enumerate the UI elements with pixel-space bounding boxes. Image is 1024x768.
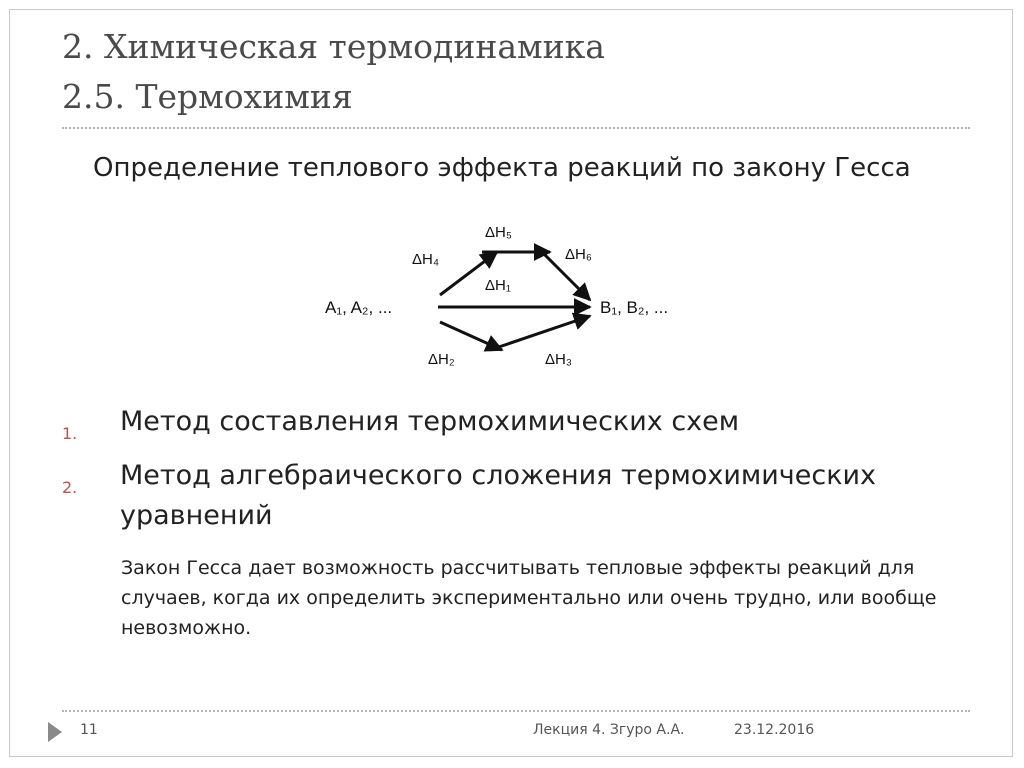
title-line-1: 2. Химическая термодинамика xyxy=(62,27,605,66)
arrow-h2 xyxy=(440,322,502,350)
label-h4: ΔH₄ xyxy=(412,251,439,268)
slide-title xyxy=(62,22,605,122)
hess-law-diagram xyxy=(320,212,720,382)
diagram-left-label: A₁, A₂, ... xyxy=(325,298,393,317)
label-h3: ΔH₃ xyxy=(545,351,572,368)
label-h1: ΔH₁ xyxy=(485,277,511,294)
label-h6: ΔH₆ xyxy=(565,246,592,263)
slide-number: 11 xyxy=(80,722,98,738)
arrow-h3 xyxy=(490,316,590,350)
list-number: 1. xyxy=(62,424,78,443)
footer-date: 23.12.2016 xyxy=(734,722,815,738)
title-divider xyxy=(62,127,970,129)
footer-lecture: Лекция 4. Згуро А.А. xyxy=(533,722,685,738)
title-line-2: 2.5. Термохимия xyxy=(62,77,353,116)
diagram-right-label: B₁, B₂, ... xyxy=(600,298,669,317)
label-h2: ΔH₂ xyxy=(428,351,455,368)
list-number: 2. xyxy=(62,478,78,497)
list-text: Метод составления термохимических схем xyxy=(120,406,740,437)
list-text: Метод алгебраического сложения термохимических уравнений xyxy=(120,460,877,531)
label-h5: ΔH₅ xyxy=(485,224,512,241)
slide-subtitle: Определение теплового эффекта реакций по закону Гесса xyxy=(93,153,911,183)
footer-divider xyxy=(62,710,970,712)
play-arrow-icon xyxy=(48,722,62,742)
hess-law-note: Закон Гесса дает возможность рассчитывать тепловые эффекты реакций для случаев, когда их определить экспериментально или очень трудно, или вообще невозможно. xyxy=(121,557,937,639)
